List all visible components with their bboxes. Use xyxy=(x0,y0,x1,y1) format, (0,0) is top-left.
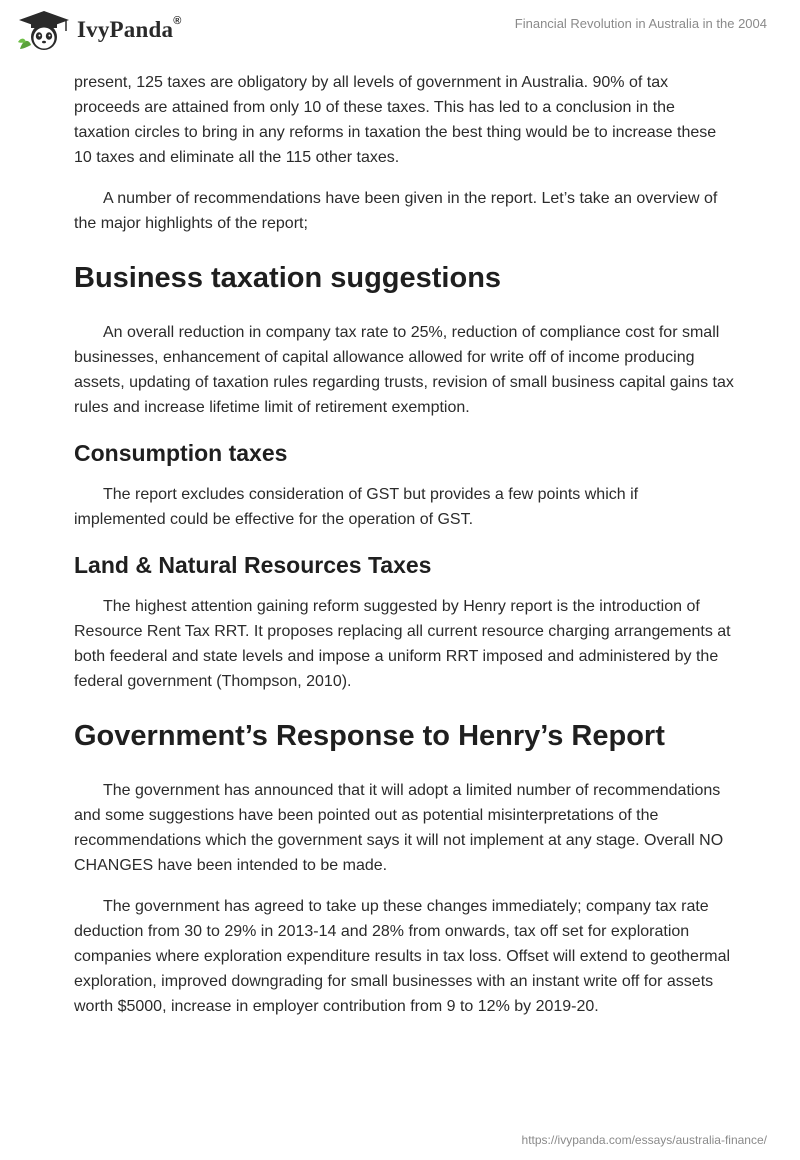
paragraph: An overall reduction in company tax rate to 25%, reduction of compliance cost for small businesses, enhancement of capital allowance allowed for write off of income producing assets, updating of taxation rules regarding trusts, revision of small business capital gains tax rules and increase lifetime limit of retirement exemption. xyxy=(74,324,734,416)
subsection-heading-consumption-taxes: Consumption taxes xyxy=(74,440,288,466)
paragraph: A number of recommendations have been given in the report. Let’s take an overview of the major highlights of the report; xyxy=(74,190,718,232)
paragraph: The highest attention gaining reform suggested by Henry report is the introduction of Resource Rent Tax RRT. It proposes replacing all current resource charging arrangements at both feederal and state levels and impose a uniform RRT imposed and administered by the federal government (Thompson, 2010). xyxy=(74,598,731,690)
ivypanda-logo[interactable] xyxy=(17,9,182,51)
panda-graduate-icon xyxy=(17,9,71,51)
paragraph: The government has agreed to take up these changes immediately; company tax rate deduction from 30 to 29% in 2013-14 and 28% from onwards, tax off set for exploration companies where exploration expenditure results in tax loss. Offset will extend to geothermal exploration, improved downgrading for small businesses with an instant write off for assets worth $5000, increase in employer contribution from 9 to 12% by 2019-20. xyxy=(74,898,731,1015)
section-heading-government-response: Government’s Response to Henry’s Report xyxy=(74,720,665,752)
essay-content xyxy=(74,70,734,1035)
paragraph: The report excludes consideration of GST but provides a few points which if implemented could be effective for the operation of GST. xyxy=(74,486,639,528)
source-url[interactable]: https://ivypanda.com/essays/australia-finance/ xyxy=(521,1133,767,1147)
document-title: Financial Revolution in Australia in the 2004 xyxy=(514,16,767,31)
subsection-heading-land-resources: Land & Natural Resources Taxes xyxy=(74,552,432,578)
section-heading-business-taxation: Business taxation suggestions xyxy=(74,262,502,294)
paragraph: The government has announced that it will adopt a limited number of recommendations and some suggestions have been pointed out as potential misinterpretations of the recommendations which the government says it will not implement at any stage. Overall NO CHANGES have been intended to be made. xyxy=(74,782,724,874)
brand-name: IvyPanda® xyxy=(77,15,182,42)
paragraph: present, 125 taxes are obligatory by all levels of government in Australia. 90% of tax proceeds are attained from only 10 of these taxes. This has led to a conclusion in the taxation circles to bring in any reforms in taxation the best thing would be to increase these 10 taxes and eliminate all the 115 other taxes. xyxy=(74,74,717,166)
page-header xyxy=(0,0,800,70)
